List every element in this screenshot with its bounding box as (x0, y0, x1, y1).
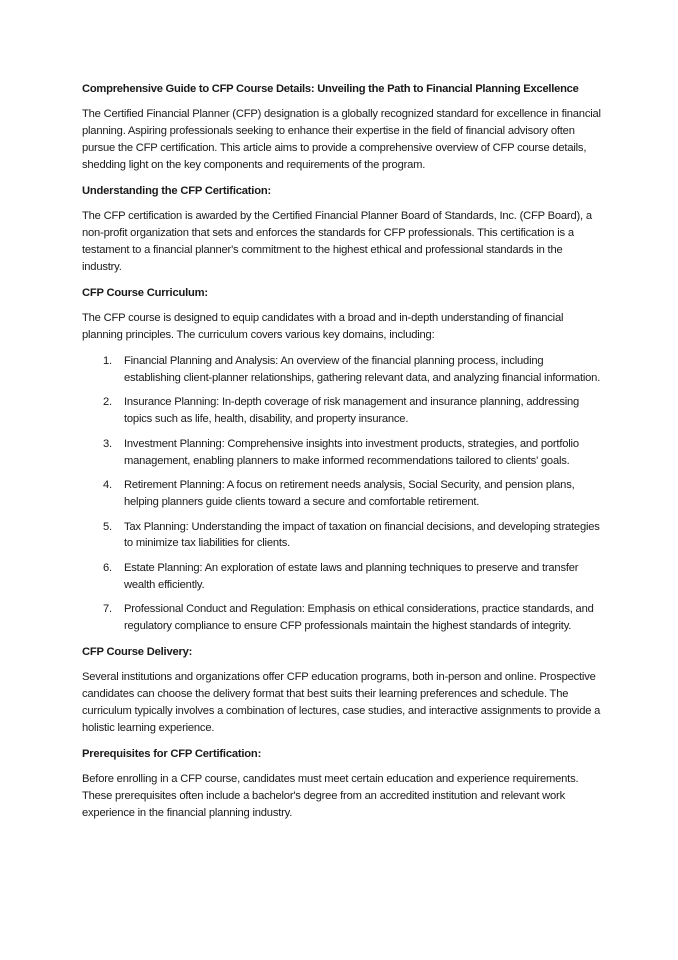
list-item-number: 4. (103, 479, 112, 492)
list-item-text: Professional Conduct and Regulation: Emphasis on ethical considerations, practice standards, and regulatory compliance to ensure CFP professionals maintain the highest standards of integrity. (124, 603, 594, 633)
list-item-text: Investment Planning: Comprehensive insights into investment products, strategies, and portfolio management, enabling planners to make informed recommendations tailored to clients' goals. (124, 437, 579, 467)
delivery-paragraph: Several institutions and organizations offer CFP education programs, both in-person and online. Prospective candidates can choose the delivery format that best suits their learning preferences and schedule. The curriculum typically involves a combination of lectures, case studies, and interactive assignments to provide a holistic learning experience. (82, 670, 601, 734)
list-item (82, 519, 602, 552)
list-item-text: Insurance Planning: In-depth coverage of risk management and insurance planning, addressing topics such as life, health, disability, and property insurance. (124, 396, 580, 426)
prerequisites-heading: Prerequisites for CFP Certification: (82, 747, 262, 760)
certification-paragraph: The CFP certification is awarded by the Certified Financial Planner Board of Standards, Inc. (CFP Board), a non-profit organization that sets and enforces the standards for CFP professionals. This certification is a testament to a financial planner's commitment to the highest ethical and professional standards in the industry. (82, 210, 592, 273)
list-item-text: Estate Planning: An exploration of estate laws and planning techniques to preserve and transfer wealth efficiently. (124, 562, 579, 591)
list-item-text: Tax Planning: Understanding the impact of taxation on financial decisions, and developing strategies to minimize tax liabilities for clients. (124, 520, 600, 550)
list-item-number: 3. (103, 437, 112, 450)
prerequisites-paragraph: Before enrolling in a CFP course, candidates must meet certain education and experience requirements. These prerequisites often include a bachelor's degree from an accredited institution and relevant work experience in the financial planning industry. (82, 772, 579, 819)
list-item (82, 436, 602, 469)
list-item-number: 6. (103, 562, 112, 575)
list-item-text: Retirement Planning: A focus on retirement needs analysis, Social Security, and pension plans, helping planners guide clients toward a secure and comfortable retirement. (124, 479, 575, 508)
curriculum-paragraph: The CFP course is designed to equip candidates with a broad and in-depth understanding of financial planning principles. The curriculum covers various key domains, including: (82, 312, 564, 341)
curriculum-heading: CFP Course Curriculum: (82, 287, 208, 299)
list-item-text: Financial Planning and Analysis: An overview of the financial planning process, including establishing client-planner relationships, gathering relevant data, and analyzing financial information. (124, 355, 601, 384)
intro-paragraph: The Certified Financial Planner (CFP) designation is a globally recognized standard for excellence in financial planning. Aspiring professionals seeking to enhance their expertise in the field of financial advisory often pursue the CFP certification. This article aims to provide a comprehensive overview of CFP course details, shedding light on the key components and requirements of the program. (82, 108, 601, 171)
list-item (82, 353, 602, 386)
document-title: Comprehensive Guide to CFP Course Details: Unveiling the Path to Financial Planning Excellence (82, 83, 579, 95)
certification-heading: Understanding the CFP Certification: (82, 185, 272, 197)
list-item (82, 394, 602, 427)
list-item (82, 477, 602, 510)
delivery-heading: CFP Course Delivery: (82, 645, 193, 658)
list-item-number: 1. (103, 355, 112, 367)
list-item (82, 560, 602, 593)
document-page (82, 81, 602, 831)
list-item-number: 5. (103, 520, 112, 533)
list-item-number: 7. (103, 603, 112, 616)
list-item (82, 601, 602, 634)
list-item-number: 2. (103, 396, 112, 409)
curriculum-list (82, 353, 602, 635)
